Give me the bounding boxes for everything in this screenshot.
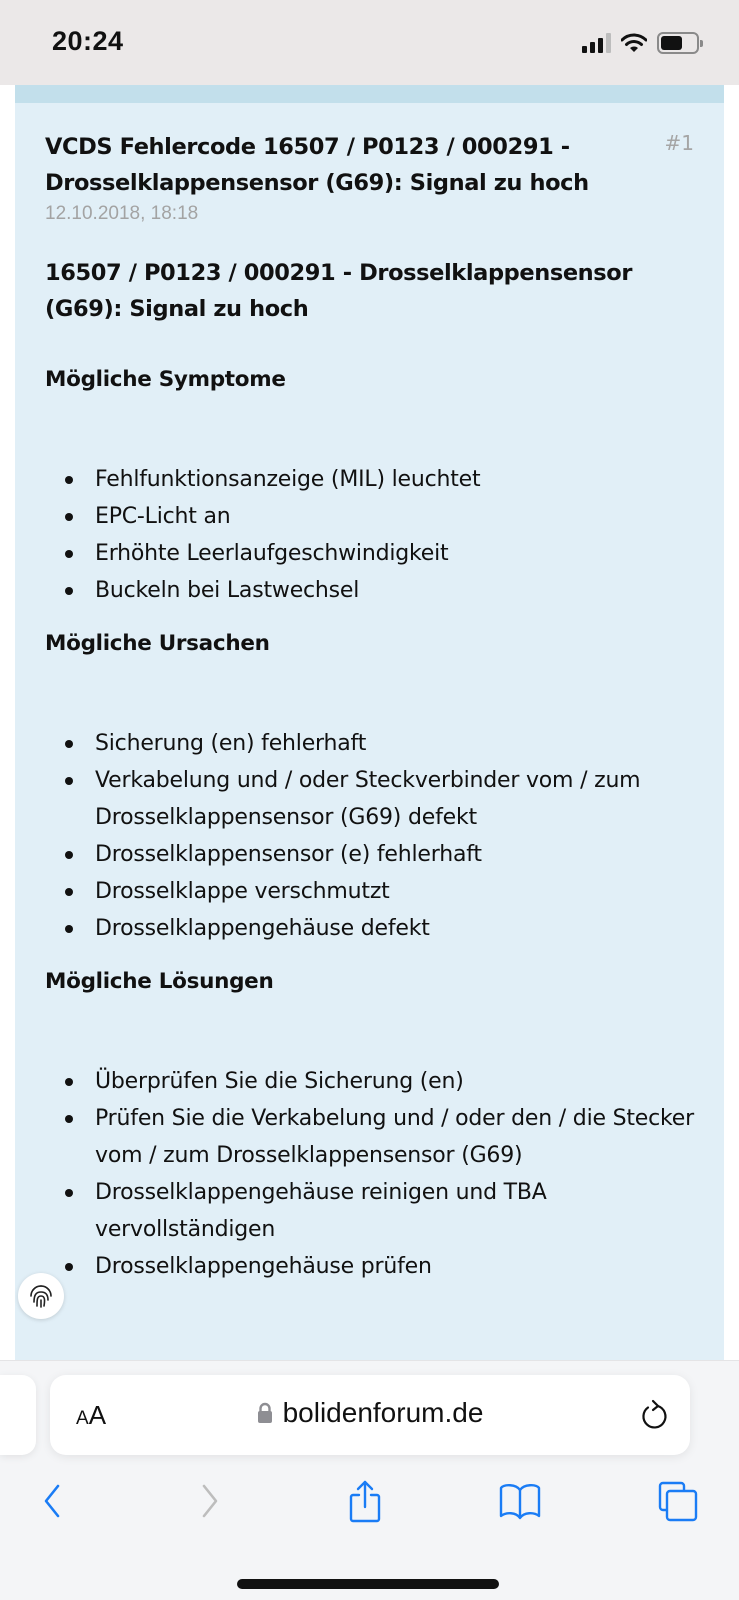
- post-title: VCDS Fehlercode 16507 / P0123 / 000291 - Drosselklappensensor (G69): Signal zu hoch: [45, 134, 589, 196]
- ursachen-list: [65, 725, 694, 947]
- url-text: bolidenforum.de: [282, 1397, 484, 1428]
- loesungen-list: [65, 1063, 694, 1285]
- fingerprint-icon: [27, 1282, 55, 1310]
- reload-button[interactable]: [640, 1399, 668, 1435]
- home-indicator: [237, 1579, 499, 1589]
- list-item: Drosselklappensensor (e) fehlerhaft: [65, 836, 694, 873]
- browser-bottom-bar: [0, 1360, 739, 1600]
- section-heading-symptome: Mögliche Symptome: [45, 367, 286, 392]
- list-item: Buckeln bei Lastwechsel: [65, 572, 694, 609]
- web-page: [0, 85, 739, 1360]
- content-heading: 16507 / P0123 / 000291 - Drosselklappensensor (G69): Signal zu hoch: [45, 260, 633, 322]
- chevron-left-icon: [42, 1483, 62, 1519]
- wifi-icon: [621, 33, 647, 53]
- share-button[interactable]: [335, 1471, 395, 1531]
- post-header-bar: [15, 85, 724, 103]
- post-date: 12.10.2018, 18:18: [45, 203, 199, 224]
- book-icon: [498, 1482, 542, 1520]
- symptome-list: [65, 461, 694, 609]
- url-display[interactable]: [50, 1397, 690, 1429]
- battery-icon: [657, 32, 699, 54]
- list-item: Überprüfen Sie die Sicherung (en): [65, 1063, 694, 1100]
- list-item: Verkabelung und / oder Steckverbinder vom / zum Drosselklappensensor (G69) defekt: [65, 762, 694, 836]
- share-icon: [347, 1479, 383, 1523]
- list-item: Prüfen Sie die Verkabelung und / oder den / die Stecker vom / zum Drosselklappensensor (G69): [65, 1100, 694, 1174]
- tabs-icon: [657, 1480, 699, 1522]
- section-heading-loesungen: Mögliche Lösungen: [45, 969, 274, 994]
- forward-button[interactable]: [180, 1471, 240, 1531]
- status-icons: [582, 32, 699, 54]
- section-heading-ursachen: Mögliche Ursachen: [45, 631, 270, 656]
- list-item: Drosselklappengehäuse prüfen: [65, 1248, 694, 1285]
- list-item: Drosselklappengehäuse reinigen und TBA vervollständigen: [65, 1174, 694, 1248]
- previous-tab-peek[interactable]: [0, 1375, 36, 1455]
- status-bar: [0, 0, 739, 85]
- bookmarks-button[interactable]: [490, 1471, 550, 1531]
- list-item: Sicherung (en) fehlerhaft: [65, 725, 694, 762]
- list-item: Drosselklappengehäuse defekt: [65, 910, 694, 947]
- browser-toolbar: [0, 1471, 739, 1531]
- forum-post: [15, 103, 724, 1360]
- chevron-right-icon: [200, 1483, 220, 1519]
- list-item: EPC-Licht an: [65, 498, 694, 535]
- list-item: Fehlfunktionsanzeige (MIL) leuchtet: [65, 461, 694, 498]
- list-item: Drosselklappe verschmutzt: [65, 873, 694, 910]
- fingerprint-button[interactable]: [18, 1273, 64, 1319]
- reload-icon: [640, 1399, 668, 1431]
- lock-icon: [257, 1402, 273, 1424]
- tabs-button[interactable]: [648, 1471, 708, 1531]
- status-time: 20:24: [52, 26, 124, 56]
- address-bar[interactable]: [50, 1375, 690, 1455]
- list-item: Erhöhte Leerlaufgeschwindigkeit: [65, 535, 694, 572]
- cellular-signal-icon: [582, 33, 611, 53]
- back-button[interactable]: [22, 1471, 82, 1531]
- text-size-button[interactable]: AA: [76, 1400, 107, 1430]
- post-number-link[interactable]: #1: [664, 131, 694, 155]
